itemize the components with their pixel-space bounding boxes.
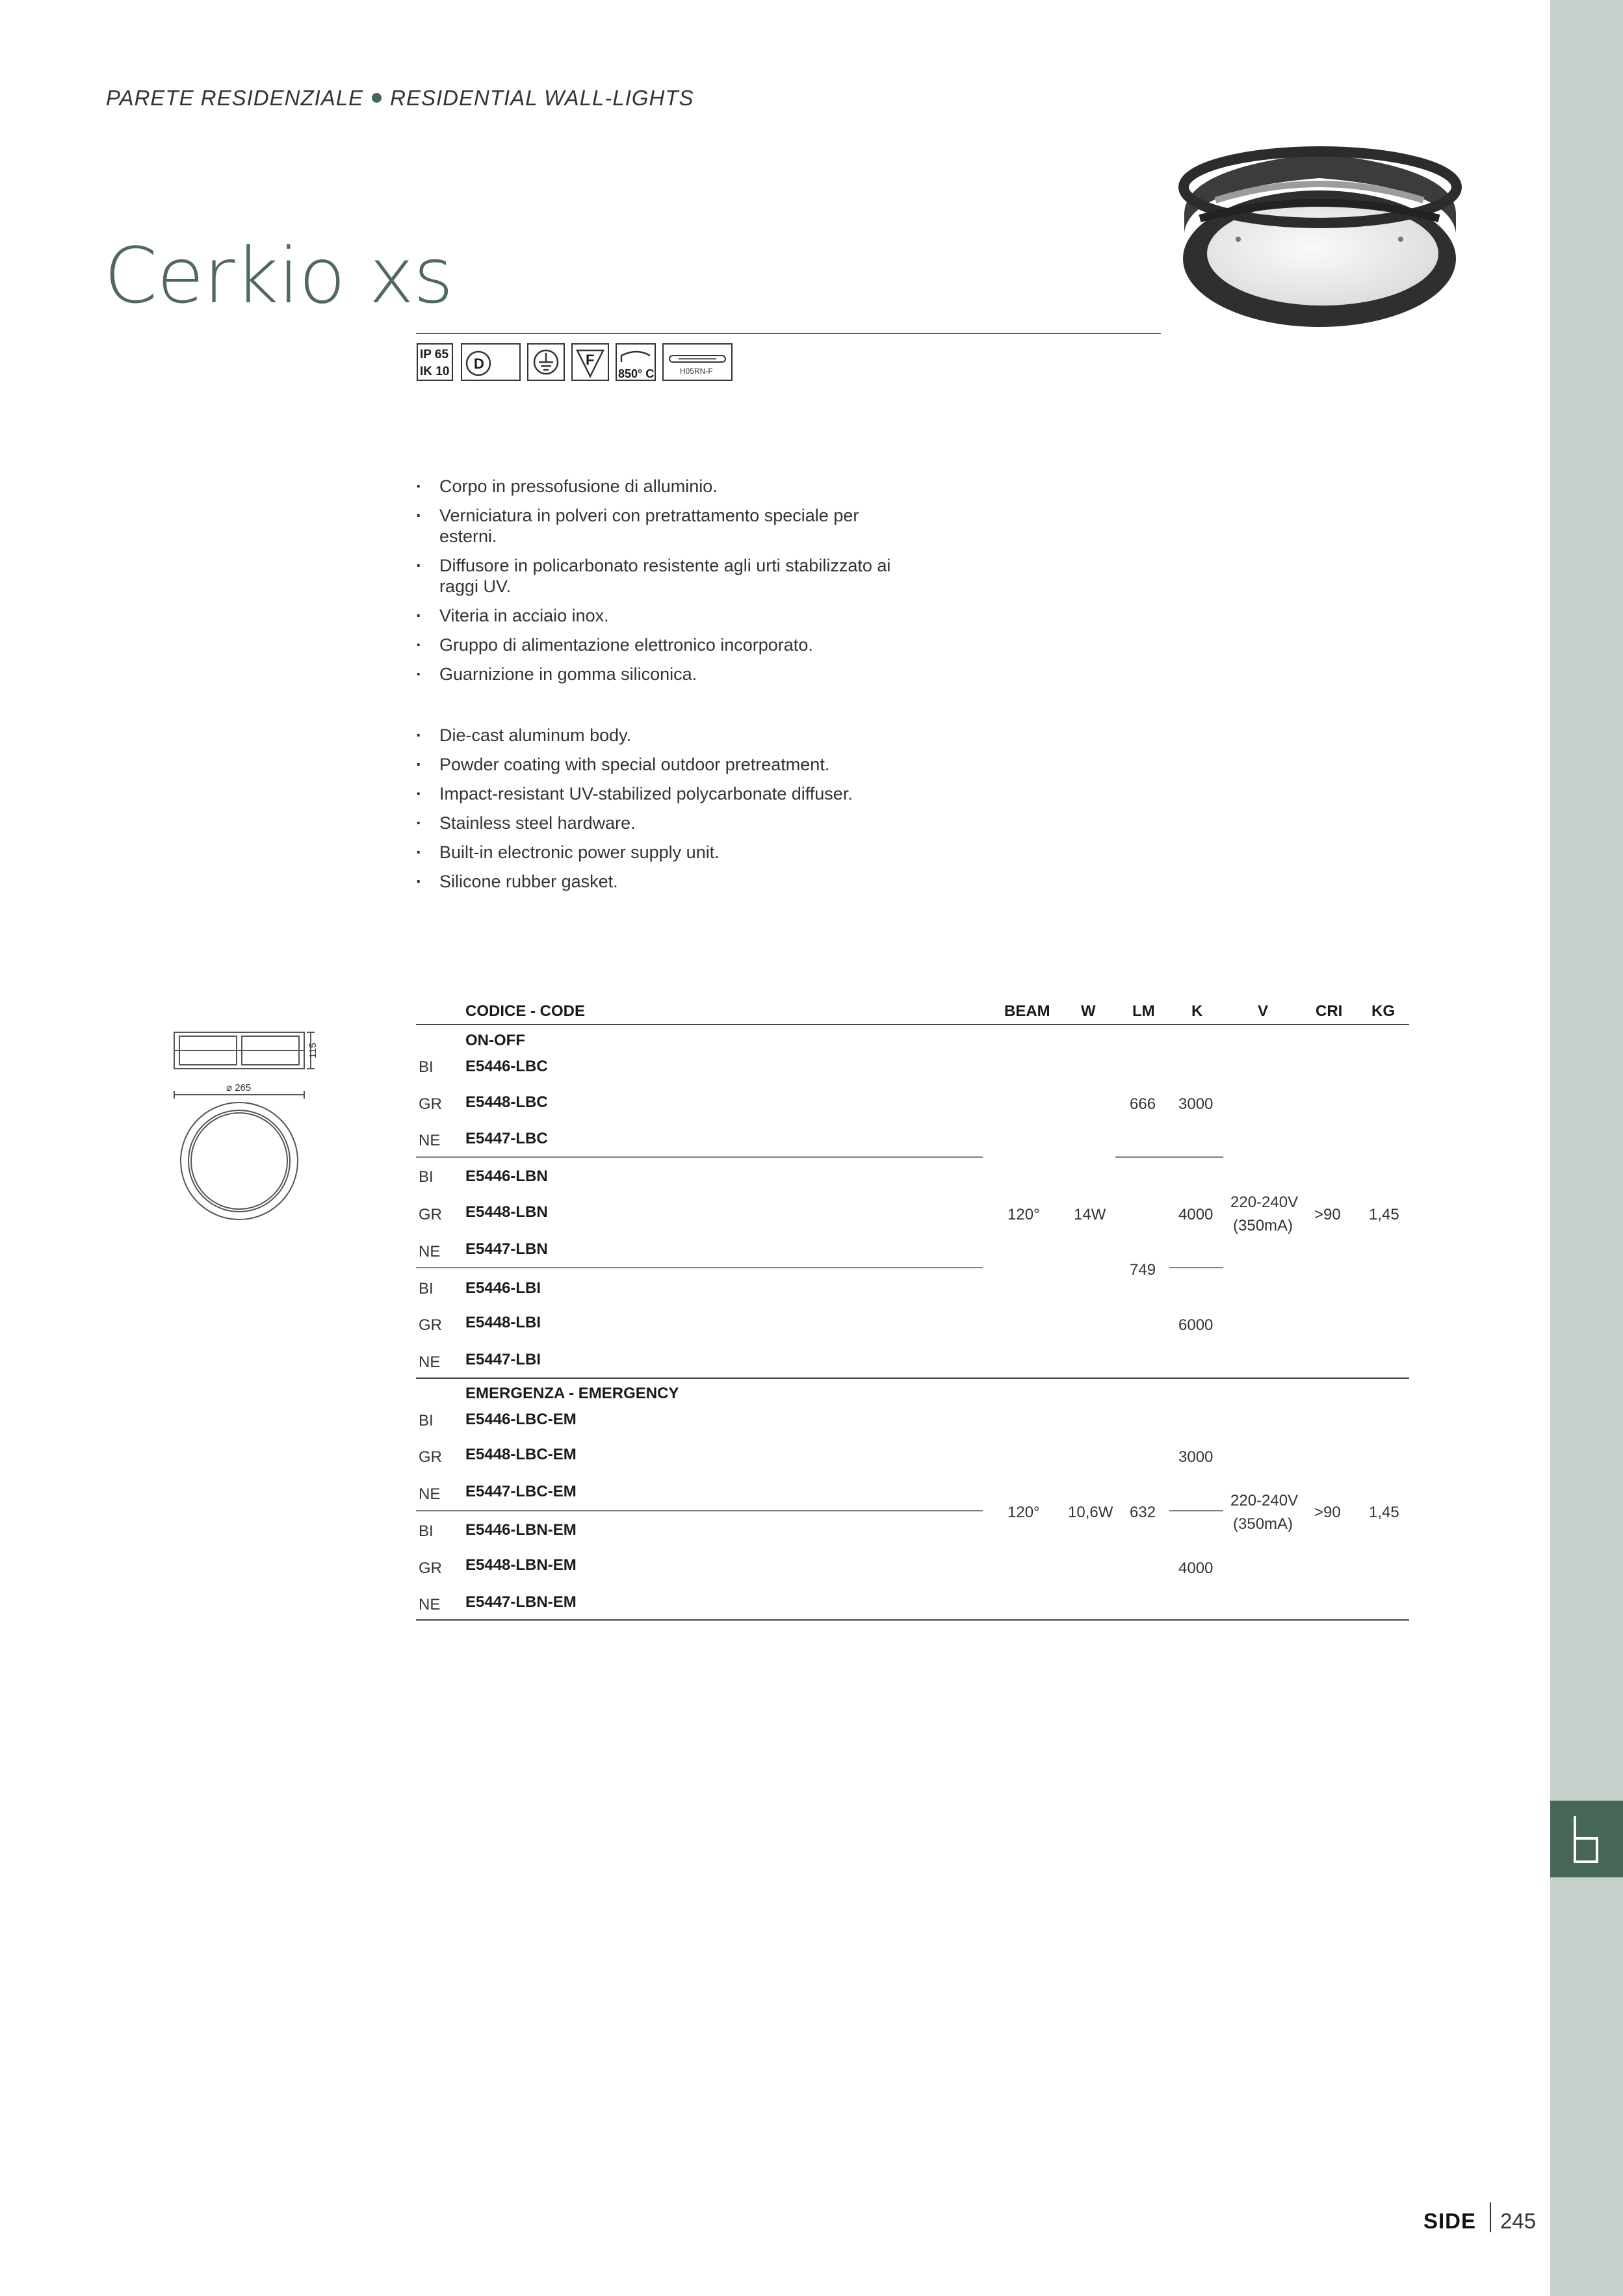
list-item: · Built-in electronic power supply unit.: [416, 842, 910, 863]
footer-brand: SIDE: [1423, 2209, 1477, 2233]
emergency-lm: 632: [1130, 1504, 1156, 1521]
emergency-kg: 1,45: [1369, 1504, 1399, 1521]
onoff-v-1: 220-240V: [1230, 1194, 1299, 1211]
row-color: GR: [419, 1095, 442, 1113]
table-row: [419, 1058, 548, 1076]
row-color: BI: [419, 1522, 434, 1540]
list-item: · Stainless steel hardware.: [416, 813, 910, 833]
row-color: GR: [419, 1559, 442, 1577]
f-class-label: F: [586, 352, 595, 368]
onoff-cri: >90: [1314, 1206, 1341, 1223]
list-item: · Guarnizione in gomma siliconica.: [416, 664, 910, 685]
list-item: · Corpo in pressofusione di alluminio.: [416, 476, 910, 497]
ip-rating: IP 65: [420, 348, 449, 361]
emergency-k-2: 4000: [1178, 1559, 1214, 1577]
onoff-beam: 120°: [1007, 1206, 1040, 1223]
row-code: E5448-LBC-EM: [465, 1446, 577, 1463]
row-color: GR: [419, 1316, 442, 1334]
list-item: · Powder coating with special outdoor pretreatment.: [416, 754, 910, 775]
row-code: E5447-LBI: [465, 1351, 541, 1368]
list-item: · Silicone rubber gasket.: [416, 871, 910, 892]
emergency-beam: 120°: [1007, 1504, 1040, 1521]
row-code: E5447-LBC: [465, 1130, 548, 1147]
row-color: NE: [419, 1353, 441, 1371]
row-color: BI: [419, 1412, 434, 1429]
row-code: E5446-LBI: [465, 1279, 541, 1297]
header-w: W: [1081, 1002, 1096, 1020]
header-beam: BEAM: [1004, 1002, 1050, 1020]
d-class-label: D: [474, 356, 484, 372]
table-row: [419, 1203, 548, 1223]
row-color: BI: [419, 1058, 434, 1076]
row-code: E5448-LBN: [465, 1203, 548, 1221]
emergency-cri: >90: [1314, 1504, 1341, 1521]
row-color: NE: [419, 1243, 441, 1260]
onoff-w: 14W: [1074, 1206, 1106, 1223]
row-color: GR: [419, 1448, 442, 1466]
onoff-v-2: (350mA): [1233, 1217, 1293, 1234]
onoff-kg: 1,45: [1369, 1206, 1399, 1223]
row-code: E5447-LBN-EM: [465, 1593, 577, 1611]
row-code: E5446-LBC: [465, 1058, 548, 1075]
row-color: NE: [419, 1485, 441, 1503]
header-k: K: [1191, 1002, 1203, 1020]
header-lm: LM: [1132, 1002, 1155, 1020]
cable-type: H05RN-F: [680, 367, 713, 376]
table-row: [419, 1314, 541, 1334]
emergency-v-2: (350mA): [1233, 1515, 1293, 1533]
table-row: [419, 1593, 577, 1613]
header-cri: CRI: [1316, 1002, 1343, 1020]
row-color: NE: [419, 1596, 441, 1613]
table-row: [419, 1411, 577, 1429]
table-row: [419, 1279, 541, 1298]
onoff-k-2: 4000: [1178, 1206, 1214, 1223]
row-code: E5446-LBN: [465, 1168, 548, 1185]
list-item: · Verniciatura in polveri con pretrattamento speciale per esterni.: [416, 505, 910, 547]
table-row: [419, 1351, 541, 1371]
onoff-lm-1: 666: [1130, 1095, 1156, 1113]
height-dimension: 115: [307, 1043, 318, 1058]
table-row: [419, 1483, 577, 1503]
table-row: [419, 1240, 548, 1260]
list-item: · Impact-resistant UV-stabilized polycarbonate diffuser.: [416, 783, 910, 804]
row-code: E5448-LBN-EM: [465, 1556, 577, 1574]
table-row: [419, 1521, 577, 1540]
row-code: E5448-LBC: [465, 1093, 548, 1111]
row-code: E5448-LBI: [465, 1314, 541, 1331]
ik-rating: IK 10: [420, 365, 450, 378]
onoff-k-3: 6000: [1178, 1316, 1214, 1334]
list-item: · Gruppo di alimentazione elettronico incorporato.: [416, 634, 910, 655]
section-emergency: EMERGENZA - EMERGENCY: [465, 1385, 679, 1402]
page-number: 245: [1500, 2209, 1537, 2233]
list-item: · Diffusore in policarbonato resistente agli urti stabilizzato ai raggi UV.: [416, 555, 910, 597]
header-code: CODICE - CODE: [465, 1002, 586, 1020]
section-title-en: RESIDENTIAL WALL-LIGHTS: [390, 86, 694, 110]
table-row: [419, 1446, 577, 1466]
emergency-k-1: 3000: [1178, 1448, 1214, 1466]
table-header: [465, 1002, 1395, 1020]
list-item: · Die-cast aluminum body.: [416, 725, 910, 746]
row-color: BI: [419, 1168, 434, 1186]
header-kg: KG: [1371, 1002, 1395, 1020]
product-title: Cerkio xs: [104, 231, 453, 320]
glow-wire-temp: 850° C: [618, 367, 655, 380]
table-row: [419, 1093, 548, 1113]
row-code: E5447-LBN: [465, 1240, 548, 1258]
footer-separator: [1490, 2202, 1491, 2232]
row-code: E5446-LBC-EM: [465, 1411, 577, 1428]
row-code: E5446-LBN-EM: [465, 1521, 577, 1539]
list-item: · Viteria in acciaio inox.: [416, 605, 910, 626]
onoff-lm-2: 749: [1130, 1261, 1156, 1279]
emergency-w: 10,6W: [1068, 1504, 1113, 1521]
row-color: BI: [419, 1280, 434, 1298]
section-title-it: PARETE RESIDENZIALE: [106, 86, 364, 110]
section-onoff: ON-OFF: [465, 1032, 525, 1049]
onoff-k-1: 3000: [1178, 1095, 1214, 1113]
emergency-v-1: 220-240V: [1230, 1492, 1299, 1509]
table-row: [419, 1168, 548, 1186]
table-row: [419, 1130, 548, 1149]
table-row: [419, 1556, 577, 1577]
row-color: GR: [419, 1206, 442, 1223]
row-code: E5447-LBC-EM: [465, 1483, 577, 1500]
header-v: V: [1258, 1002, 1269, 1020]
row-color: NE: [419, 1132, 441, 1149]
diameter-dimension: ⌀ 265: [226, 1082, 252, 1093]
